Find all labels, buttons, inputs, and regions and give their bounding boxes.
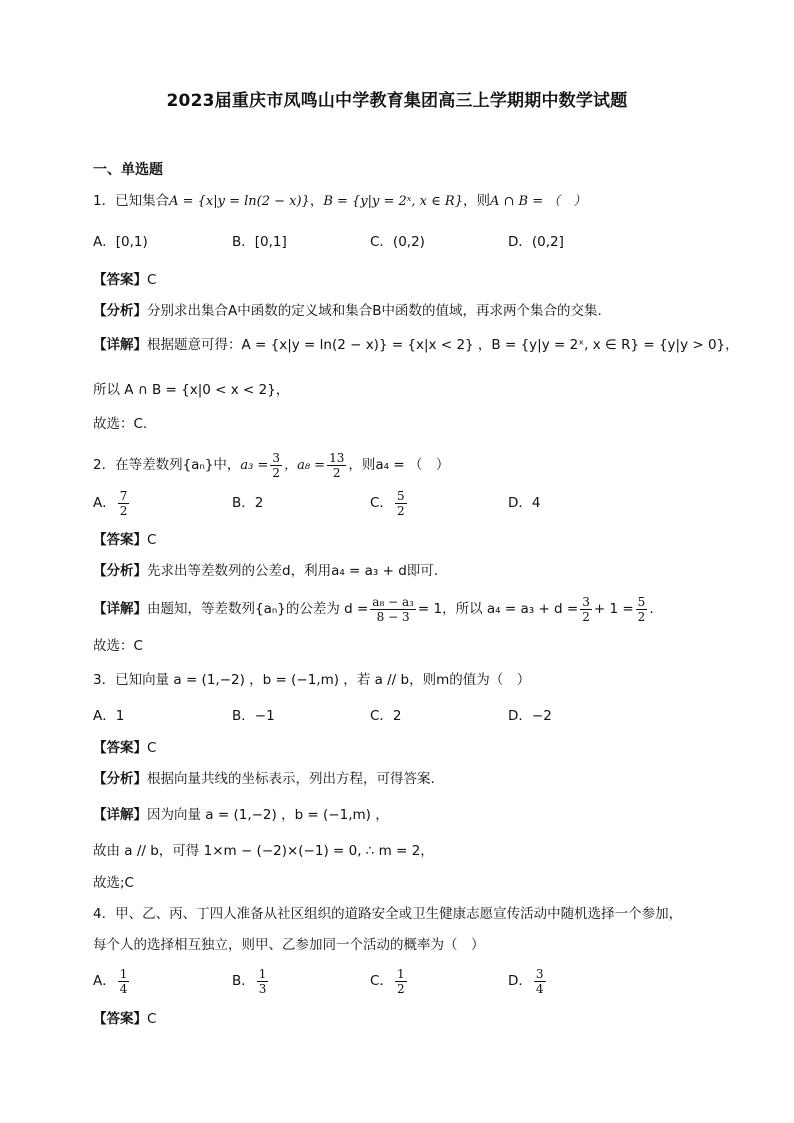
q2-option-d: D．4 xyxy=(508,495,541,511)
q4-answer: 【答案】C xyxy=(93,1011,157,1027)
q1-answer: 【答案】C xyxy=(93,272,157,288)
q3-stem: 3．已知向量 a = (1,−2) ，b = (−1,m) ，若 a // b，则m的值为（ ） xyxy=(93,672,531,688)
q4-stem-line2: 每个人的选择相互独立，则甲、乙参加同一个活动的概率为（ ） xyxy=(93,937,485,953)
q4-option-c: C． $\frac{1}{2}$ xyxy=(370,966,405,996)
q3-analysis: 【分析】根据向量共线的坐标表示，列出方程，可得答案. xyxy=(93,771,435,787)
q1-choose: 故选：C. xyxy=(93,416,148,432)
q2-stem: 2．在等差数列{aₙ}中，a₃ = $\frac{3}{2}$ ，a₈ = $\frac{13}{2}$ ，则a₄ = （ ） xyxy=(93,450,450,480)
q4-option-d: D． $\frac{3}{4}$ xyxy=(508,966,544,996)
q2-detail: 【详解】由题知，等差数列{aₙ}的公差为 d = $\frac{\text{a₈ − a₃}}{8 - 3}$ = 1，所以 a₄ = a₃ + d = $\frac{3}{2}$ + 1 = $\frac{5}{2}$ . xyxy=(93,594,654,624)
q4-option-a: A． $\frac{1}{4}$ xyxy=(93,966,128,996)
q3-option-d: D．−2 xyxy=(508,708,552,724)
q4-option-b: B． $\frac{1}{3}$ xyxy=(232,966,267,996)
q3-choose: 故选;C xyxy=(93,875,134,891)
q3-option-b: B．−1 xyxy=(232,708,275,724)
q1-option-c: C．(0,2) xyxy=(370,234,425,250)
q1-option-b: B．[0,1] xyxy=(232,234,287,250)
q1-detail-cont: 所以 A ∩ B = {x|0 < x < 2}， xyxy=(93,382,290,398)
fraction: $\frac{1}{3}$ xyxy=(258,966,267,996)
fraction: $\frac{5}{2}$ xyxy=(396,488,405,518)
fraction: $\frac{3}{2}$ xyxy=(272,450,281,480)
q1-analysis: 【分析】分别求出集合A中函数的定义域和集合B中函数的值域，再求两个集合的交集. xyxy=(93,303,602,319)
fraction: $\frac{7}{2}$ xyxy=(119,488,128,518)
q1-stem: 1．已知集合A = {x|y = ln(2 − x)}，B = {y|y = 2ˣ, x ∈ R}，则A ∩ B = （ ） xyxy=(93,193,587,209)
page-title: 2023届重庆市凤鸣山中学教育集团高三上学期期中数学试题 xyxy=(166,91,628,111)
q2-answer: 【答案】C xyxy=(93,532,157,548)
fraction: $\frac{3}{2}$ xyxy=(582,594,590,624)
fraction: $\frac{13}{2}$ xyxy=(329,450,345,480)
q1-option-d: D．(0,2] xyxy=(508,234,564,250)
q2-choose: 故选：C xyxy=(93,638,143,654)
q3-detail-cont: 故由 a // b，可得 1×m − (−2)×(−1) = 0, ∴ m = 2， xyxy=(93,843,434,859)
q3-answer: 【答案】C xyxy=(93,740,157,756)
fraction: $\frac{3}{4}$ xyxy=(535,966,544,996)
q2-option-c: C． $\frac{5}{2}$ xyxy=(370,488,405,518)
q3-detail: 【详解】因为向量 a = (1,−2) ，b = (−1,m) ， xyxy=(93,807,389,823)
q2-analysis: 【分析】先求出等差数列的公差d，利用a₄ = a₃ + d即可. xyxy=(93,563,439,579)
q3-option-c: C．2 xyxy=(370,708,402,724)
fraction: $\frac{5}{2}$ xyxy=(637,594,646,624)
q3-option-a: A．1 xyxy=(93,708,125,724)
q2-option-b: B．2 xyxy=(232,495,264,511)
fraction: $\frac{1}{4}$ xyxy=(119,966,128,996)
q1-detail: 【详解】根据题意可得：A = {x|y = ln(2 − x)} = {x|x < 2} ，B = {y|y = 2ˣ, x ∈ R} = {y|y > 0}， xyxy=(93,337,739,353)
fraction: $\frac{\text{a₈ − a₃}}{8 - 3}$ xyxy=(372,594,414,624)
fraction: $\frac{1}{2}$ xyxy=(396,966,405,996)
q2-option-a: A． $\frac{7}{2}$ xyxy=(93,488,128,518)
section-heading: 一、单选题 xyxy=(93,162,163,178)
q1-option-a: A．[0,1) xyxy=(93,234,148,250)
q4-stem-line1: 4．甲、乙、丙、丁四人准备从社区组织的道路安全或卫生健康志愿宣传活动中随机选择一个参加， xyxy=(93,906,683,922)
